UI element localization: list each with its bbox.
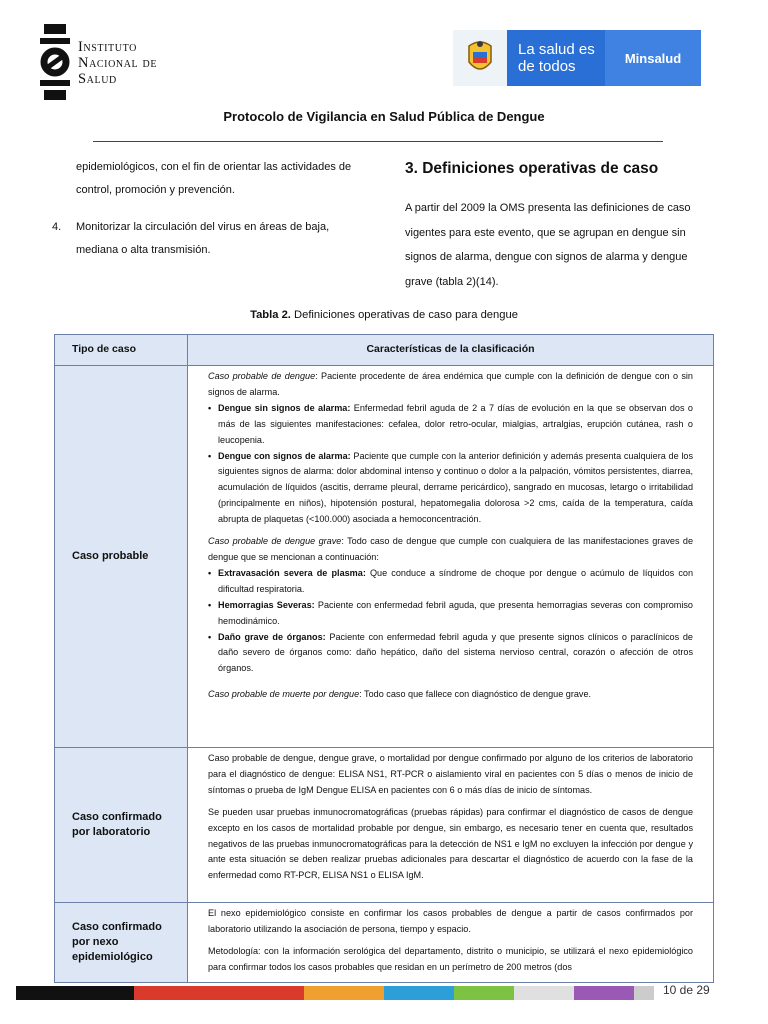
section-paragraph: A partir del 2009 la OMS presenta las definiciones de caso vigentes para este evento, que se agrupan en dengue sin signos de alarma, dengue con signos de alarma y dengue grave (tabla 2)(14).	[405, 202, 691, 288]
ins-line-1: Instituto	[78, 39, 137, 55]
definition-paragraph: Caso probable de dengue, dengue grave, o mortalidad por dengue confirmado por alguno de los criterios de laboratorio para el diagnóstico de dengue: ELISA NS1, RT-PCR o aislamiento viral en pacientes con 5 días o menos de inicio de síntomas o prueba de IgM Dengue ELISA en pacientes con 6 o más días de inicio de síntomas.	[208, 753, 693, 795]
row-type: Caso probable	[55, 366, 188, 748]
footer-bar-segment	[16, 986, 76, 1000]
bullet-label: Extravasación severa de plasma:	[218, 567, 366, 578]
footer-bar-segment	[134, 986, 304, 1000]
bullet-item	[208, 566, 693, 598]
header-tipo: Tipo de caso	[55, 335, 188, 366]
list-item-continuation	[52, 156, 372, 202]
list-number: 4.	[52, 221, 62, 233]
bullet-item	[208, 401, 693, 449]
bullet-list	[208, 566, 693, 677]
definitions-table	[54, 334, 714, 983]
ins-line-2: Nacional de	[78, 55, 158, 71]
bullet-text: Paciente con enfermedad febril aguda, que presenta hemorragias severas con compromiso hemodinámico.	[218, 599, 693, 626]
ins-logo	[40, 24, 190, 100]
continuation-text: epidemiológicos, con el fin de orientar las actividades de control, promoción y prevención.	[76, 161, 352, 196]
footer-color-bar	[16, 986, 654, 1000]
definition-label: Caso probable de muerte por dengue	[208, 689, 360, 700]
bullet-text: Paciente que cumple con la anterior definición y además presenta cualquiera de los siguientes signos de alarma: dolor abdominal intenso y continuo o dolor a la palpación, vómitos persistentes, diarrea, acumulación de líquidos (ascitis, derrame pleural, derrame pericárdico), sangrado en mucosas, letargo o irritabilidad (principalmente en niños), hipotensión postural, hepatomegalia dolorosa >2 cms, caída de la temperatura, caída abrupta de plaquetas (<100.000) asociada a hemoconcentración.	[218, 450, 694, 525]
definition-paragraph: El nexo epidemiológico consiste en confirmar los casos probables de dengue a partir de casos confirmados por laboratorio utilizando la asociación de persona, tiempo y espacio.	[208, 908, 693, 934]
table-row	[55, 748, 714, 903]
definition-paragraph: Se pueden usar pruebas inmunocromatográficas (pruebas rápidas) para confirmar el diagnóstico de casos de dengue excepto en los casos de mortalidad probable por dengue, sin embargo, es necesario tener en cuenta que, resultados negativos de las pruebas inmunocromatográficas para la detección de NS1 e IgM no excluyen la infección por dengue y ante esta situación se deben realizar pruebas adicionales para descartar el diagnóstico de acuerdo con la fase de la enfermedad como RT-PCR, ELISA NS1 o ELISA IgM.	[208, 806, 693, 881]
list-item-4	[52, 216, 372, 262]
definition-paragraph: Metodología: con la información serológica del departamento, distrito o municipio, se utilizará el nexo epidemiológico para confirmar todos los casos probables que residan en un perímetro de 200 metros (dos	[208, 945, 693, 972]
definition-text: : Todo caso de dengue que cumple con cualquiera de las manifestaciones graves de dengue que se mencionan a continuación:	[208, 536, 694, 562]
bullet-text: Que conduce a síndrome de choque por dengue o acúmulo de líquidos con dificultad respiratoria.	[218, 567, 693, 594]
page-title: Protocolo de Vigilancia en Salud Pública de Dengue	[223, 109, 545, 124]
footer-bar-segment	[634, 986, 654, 1000]
definition-label: Caso probable de dengue	[208, 371, 316, 381]
bullet-item	[208, 449, 693, 529]
slogan: La salud es de todos	[507, 30, 605, 86]
footer-bar-segment	[384, 986, 454, 1000]
footer-bar-segment	[574, 986, 634, 1000]
ins-line-3: Salud	[78, 71, 117, 87]
bullet-label: Dengue con signos de alarma:	[218, 450, 351, 461]
definition-paragraph	[208, 687, 693, 703]
row-characteristics	[188, 903, 714, 983]
definition-label: Caso probable de dengue grave	[208, 536, 342, 547]
row-type: Caso confirmado por laboratorio	[55, 748, 188, 903]
page-number: 10 de 29	[663, 983, 710, 997]
bullet-label: Daño grave de órganos:	[218, 631, 326, 642]
row-type: Caso confirmado por nexo epidemiológico	[55, 903, 188, 983]
bullet-item	[208, 630, 693, 678]
bullet-label: Dengue sin signos de alarma:	[218, 402, 351, 413]
footer-bar-segment	[454, 986, 514, 1000]
minsalud-logo	[453, 30, 701, 86]
bullet-list	[208, 401, 693, 528]
caption-label: Tabla 2.	[250, 309, 291, 321]
right-column	[405, 156, 715, 294]
coat-of-arms-icon	[453, 30, 507, 86]
left-column	[52, 156, 372, 262]
footer-bar-segment	[514, 986, 574, 1000]
definition-paragraph	[208, 369, 693, 401]
bullet-item	[208, 598, 693, 630]
header-caracteristicas: Características de la clasificación	[188, 335, 714, 366]
section-heading: 3. Definiciones operativas de caso	[405, 160, 659, 177]
definition-paragraph	[208, 534, 693, 566]
table-row	[55, 903, 714, 983]
bullet-text: Paciente con enfermedad febril aguda y que presente signos clínicos o paraclínicos de daño severo de órganos como: daño hepático, daño del sistema nervioso central, corazón o afección de otros órganos.	[218, 631, 693, 674]
ins-emblem-icon	[40, 24, 70, 100]
table-row	[55, 366, 714, 748]
bullet-text: Enfermedad febril aguda de 2 a 7 días de evolución en la que se observan dos o más de las siguientes manifestaciones: cefalea, dolor retro-ocular, mialgias, artralgias, erupción cutánea, rash o leucopenia.	[218, 402, 693, 445]
footer-bar-segment	[76, 986, 134, 1000]
table-header-row	[55, 335, 714, 366]
caption-text: Definiciones operativas de caso para dengue	[290, 309, 518, 321]
bullet-label: Hemorragias Severas:	[218, 599, 315, 610]
table-caption	[0, 309, 768, 321]
row-characteristics	[188, 366, 714, 748]
list-item-text: Monitorizar la circulación del virus en áreas de baja, mediana o alta transmisión.	[76, 221, 330, 256]
definition-text: : Paciente procedente de área endémica que cumple con la definición de dengue con o sin signos de alarma.	[208, 371, 693, 397]
title-divider	[93, 141, 663, 142]
row-characteristics	[188, 748, 714, 903]
footer-bar-segment	[304, 986, 384, 1000]
definition-text: : Todo caso que fallece con diagnóstico de dengue grave.	[359, 689, 592, 700]
brand: Minsalud	[605, 30, 701, 86]
ins-name	[78, 39, 157, 87]
